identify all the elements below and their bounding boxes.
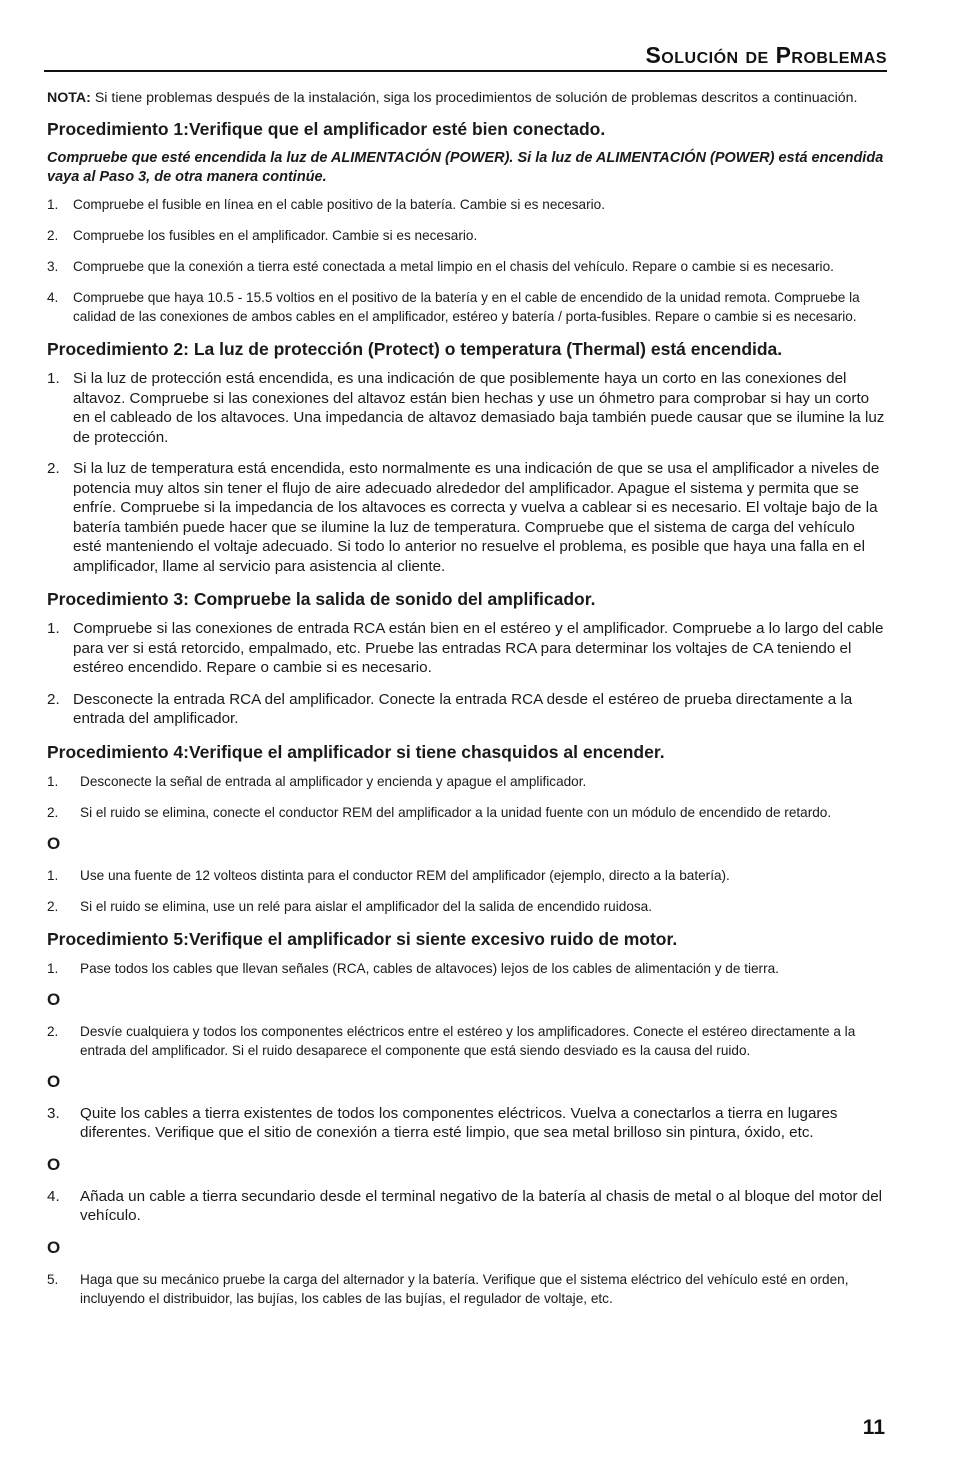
list-item-text: Desconecte la entrada RCA del amplificador. Conecte la entrada RCA desde el estéreo de prueba directamente a la entrada del amplificador. [73,690,853,727]
note-text: Si tiene problemas después de la instalación, siga los procedimientos de solución de problemas descritos a continuación. [94,90,858,106]
list-item-number: 1. [47,197,59,212]
list-item [47,619,887,678]
list-item-text: Si el ruido se elimina, conecte el conductor REM del amplificador a la unidad fuente con un módulo de encendido de retardo. [80,804,832,820]
list-item-number: 4. [47,290,59,305]
list-item-number: 2. [47,898,59,914]
or-separator: O [47,833,61,853]
list-item-text: Compruebe los fusibles en el amplificador. Cambie si es necesario. [73,228,478,243]
list-item-text: Añada un cable a tierra secundario desde el terminal negativo de la batería al chasis de metal o al bloque del motor del vehículo. [80,1187,883,1224]
procedure-1-italic-note: Compruebe que esté encendida la luz de ALIMENTACIÓN (POWER). Si la luz de ALIMENTACIÓN (POWER) está encendida vaya al Paso 3, de otra manera continúe. [47,150,884,185]
list-item-text: Desvíe cualquiera y todos los componentes eléctricos entre el estéreo y los amplificadores. Conecte el estéreo directamente a la entrada del amplificador. Si el ruido desaparece el componente que está siendo desviado es la causa del ruido. [80,1023,856,1058]
list-item-text: Compruebe que la conexión a tierra esté conectada a metal limpio en el chasis del vehículo. Repare o cambie si es necesario. [73,259,834,274]
list-item-number: 3. [47,259,59,274]
list-item-text: Compruebe que haya 10.5 - 15.5 voltios en el positivo de la batería y en el cable de encendido de la unidad remota. Compruebe la calidad de las conexiones de ambos cables en el amplificador, estéreo y batería / porta-fusibles. Repare o cambie si es necesario. [73,290,860,324]
page-number: 11 [862,1416,885,1439]
procedure-1-list [47,195,887,326]
list-item [47,459,887,576]
or-separator: O [47,1237,61,1257]
list-item [47,803,887,822]
list-item-number: 1. [47,867,59,883]
list-item-number: 1. [47,773,59,789]
list-item [47,690,887,729]
list-item [47,1022,887,1060]
procedure-3-list [47,619,887,729]
list-item [47,897,887,916]
list-item [47,288,887,326]
list-item-number: 2. [47,228,59,243]
list-item-text: Compruebe si las conexiones de entrada RCA están bien en el estéreo y el amplificador. Compruebe a lo largo del cable para ver si está retorcido, empalmado, etc. Pruebe las entradas RCA para determinar los voltajes de CA teniendo el estéreo encendido. Repare o cambie si es necesario. [73,620,884,676]
list-item-number: 2. [47,460,60,477]
procedure-2-list [47,369,887,576]
or-separator: O [47,1071,61,1091]
list-item [47,369,887,447]
list-item [47,1270,887,1308]
list-item-text: Si la luz de protección está encendida, es una indicación de que posiblemente haya un corto en las conexiones del altavoz. Compruebe si las conexiones del altavoz están bien hechas y use un óhmetro para comprobar si hay un corto en el cableado de los altavoces. Una impedancia de altavoz demasiado baja también puede causar que se ilumine la luz de protección. [73,370,885,446]
list-item-text: Desconecte la señal de entrada al amplificador y encienda y apague el amplificador. [80,773,587,789]
list-item-number: 3. [47,1104,60,1122]
header-divider [44,70,887,72]
list-item-text: Pase todos los cables que llevan señales (RCA, cables de altavoces) lejos de los cables de alimentación y de tierra. [80,960,779,976]
list-item-text: Haga que su mecánico pruebe la carga del alternador y la batería. Verifique que el sistema eléctrico del vehículo esté en orden, incluyendo el distribuidor, las bujías, los cables de las bujías, el regulador de voltaje, etc. [80,1271,849,1306]
list-item [47,959,887,978]
list-item-number: 2. [47,1023,59,1039]
page-section-title: Solución de Problemas [645,42,887,68]
procedure-5-list-5 [47,1270,887,1308]
list-item-number: 1. [47,620,60,637]
list-item-number: 2. [47,690,60,708]
list-item [47,226,887,245]
list-item-number: 5. [47,1271,59,1287]
list-item [47,772,887,791]
procedure-4-heading: Procedimiento 4:Verifique el amplificador si tiene chasquidos al encender. [47,741,665,762]
list-item-number: 4. [47,1187,60,1205]
procedure-3-heading: Procedimiento 3: Compruebe la salida de sonido del amplificador. [47,589,596,609]
list-item [47,1104,887,1143]
procedure-1-heading: Procedimiento 1:Verifique que el amplificador esté bien conectado. [47,119,606,139]
document-body [47,89,887,1320]
list-item [47,866,887,885]
list-item [47,257,887,276]
list-item [47,1187,887,1226]
list-item-number: 2. [47,804,59,820]
or-separator: O [47,989,61,1009]
list-item-text: Use una fuente de 12 volteos distinta para el conductor REM del amplificador (ejemplo, directo a la batería). [80,867,730,883]
list-item-text: Compruebe el fusible en línea en el cable positivo de la batería. Cambie si es necesario. [73,197,605,212]
list-item [47,195,887,214]
procedure-4-list-b [47,866,887,916]
procedure-5-list-2 [47,1022,887,1060]
or-separator: O [47,1154,61,1174]
procedure-5-list-1 [47,959,887,978]
list-item-text: Quite los cables a tierra existentes de todos los componentes eléctricos. Vuelva a conectarlos a tierra en lugares diferentes. Verifique que el sitio de conexión a tierra esté limpio, que sea metal brilloso sin pintura, óxido, etc. [80,1104,838,1141]
list-item-text: Si el ruido se elimina, use un relé para aislar el amplificador del la salida de encendido ruidosa. [80,898,653,914]
procedure-5-list-3 [47,1104,887,1143]
note-label: NOTA: [47,90,91,106]
list-item-number: 1. [47,960,59,976]
procedure-5-heading: Procedimiento 5:Verifique el amplificador si siente excesivo ruido de motor. [47,928,678,949]
note-paragraph [47,89,887,108]
list-item-text: Si la luz de temperatura está encendida, esto normalmente es una indicación de que se usa el amplificador a niveles de potencia muy altos sin tener el flujo de aire adecuado alrededor del amplificador. Apague el sistema y permita que se enfríe. Compruebe si la impedancia de los altavoces es correcta y vuelva a cablear si es necesario. El voltaje bajo de la batería también puede hacer que se ilumine la luz de temperatura. Compruebe que el sistema de carga del vehículo esté manteniendo el voltaje adecuado. Si todo lo anterior no resuelve el problema, es posible que haya una falla en el amplificador, llame al servicio para asistencia al cliente. [73,460,880,575]
procedure-4-list-a [47,772,887,822]
list-item-number: 1. [47,370,60,387]
procedure-2-heading: Procedimiento 2: La luz de protección (Protect) o temperatura (Thermal) está encendida. [47,339,783,359]
procedure-5-list-4 [47,1187,887,1226]
